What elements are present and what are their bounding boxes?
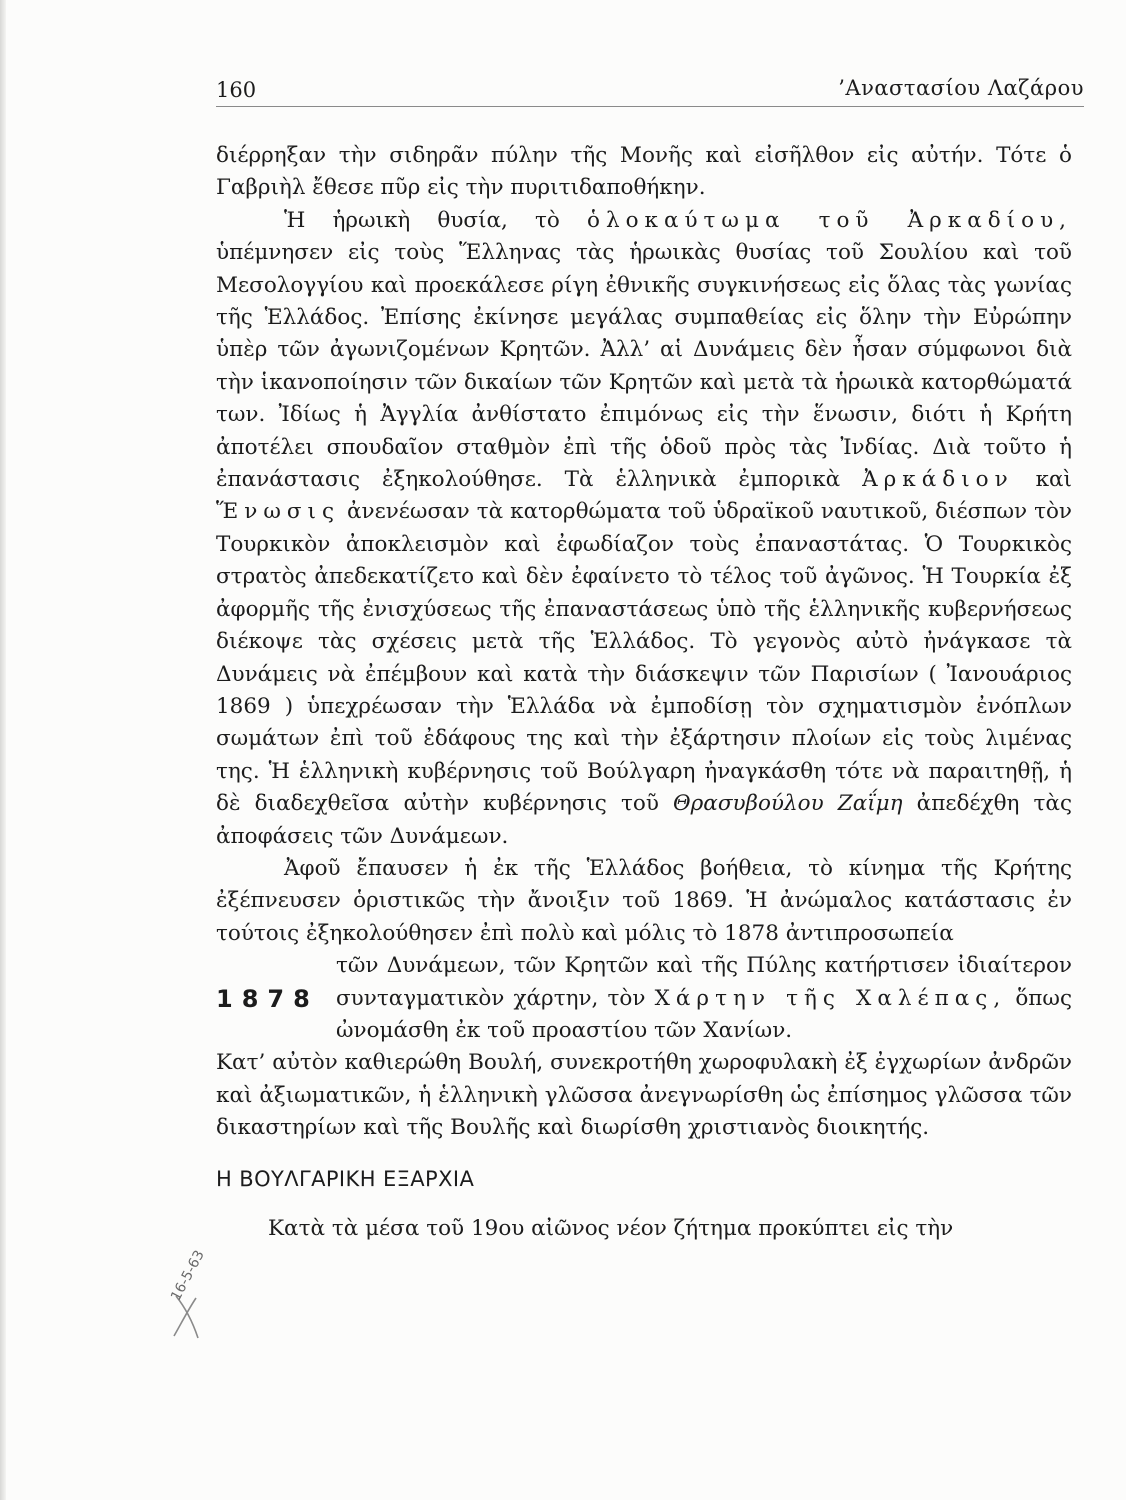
paragraph-1: διέρρηξαν τὴν σιδηρᾶν πύλην τῆς Μονῆς καὶ εἰσῆλθον εἰς αὐτήν. Τότε ὁ Γαβριὴλ ἔθεσε πῦρ εἰς τὴν πυριτιδαποθήκην.: [216, 143, 1072, 201]
paragraph-2-part-a: Ἡ ἡρωικὴ θυσία, τὸ: [284, 207, 560, 233]
ship-name-arkadion: Ἀρκάδιον: [862, 467, 1014, 493]
ship-name-enosis: Ἕνωσις: [216, 499, 340, 525]
paragraph-2-part-e: καὶ: [1035, 467, 1072, 493]
spaced-term-chalepa-charter: Χάρτην τῆς Χαλέπας,: [654, 985, 1007, 1011]
body-text: [216, 140, 1072, 1245]
paragraph-2: [216, 205, 1072, 853]
section-first-line: Κατὰ τὰ μέσα τοῦ 19ου αἰῶνος νέον ζήτημα προκύπτει εἰς τὴν: [268, 1216, 954, 1241]
paragraph-2-part-g: ἀνενέωσαν τὰ κατορθώματα τοῦ ὑδραϊκοῦ ναυτικοῦ, διέσπων τὸν Τουρκικὸν ἀποκλεισμὸν καὶ ἐφωδίαζον τοὺς ἐπαναστάτας. Ὁ Τουρκικὸς στρατὸς ἀπεδεκατίζετο καὶ δὲν ἐφαίνετο τὸ τέλος τοῦ ἀγῶνος. Ἡ Τουρκία ἐξ ἀφορμῆς τῆς ἐνισχύσεως τῆς ἐπαναστάσεως ὑπὸ τῆς ἑλληνικῆς κυβερνήσεως διέκοψε τὰς σχέσεις μετὰ τῆς Ἑλλάδος. Τὸ γεγονὸς αὐτὸ ἠνάγκασε τὰ Δυνάμεις νὰ ἐπέμβουν καὶ κατὰ τὴν διάσκεψιν τῶν Παρισίων ( Ἰανουάριος 1869 ) ὑπεχρέωσαν τὴν Ἑλλάδα νὰ ἐμποδίσῃ τὸν σχηματισμὸν ἐνόπλων σωμάτων ἐπὶ τοῦ ἐδάφους της καὶ τὴν ἐξάρτησιν πλοίων εἰς τοὺς λιμένας της. Ἡ ἑλληνικὴ κυβέρνησις τοῦ Βούλγαρη ἠναγκάσθη τότε νὰ παραιτηθῇ, ἡ δὲ διαδεχθεῖσα αὐτὴν κυβέρνησις τοῦ: [216, 499, 1072, 817]
margin-text-part-c: ὅπως ὠνομάσθη ἐκ τοῦ προαστίου τῶν Χανίων.: [336, 985, 1072, 1043]
section-heading: Η ΒΟΥΛΓΑΡΙΚΗ ΕΞΑΡΧΙΑ: [216, 1166, 475, 1191]
paragraph-3: Ἀφοῦ ἔπαυσεν ἡ ἐκ τῆς Ἑλλάδος βοήθεια, τὸ κίνημα τῆς Κρήτης ἐξέπνευσεν ὁριστικῶς τὴν ἄνοιξιν τοῦ 1869. Ἡ ἀνώμαλος κατάστασις ἐν τούτοις ἐξηκολούθησεν ἐπὶ πολὺ καὶ μόλις τὸ 1878 ἀντιπροσωπεία: [216, 855, 1072, 946]
spaced-term-olokaftoma: ὁλοκαύτωμα τοῦ Ἀρκαδίου,: [587, 207, 1072, 233]
margin-text: [336, 950, 1072, 1047]
pencil-date-note: 16-5-63: [168, 1247, 208, 1304]
paragraph-2-part-i: ἀπεδέχθη τὰς ἀποφάσεις τῶν Δυνάμεων.: [216, 791, 1072, 849]
pm-name-zaimis: Θρασυβούλου Ζαΐμη: [673, 791, 903, 817]
running-head: ’Αναστασίου Λαζάρου: [838, 76, 1084, 100]
paragraph-3-end: Κατ’ αὐτὸν καθιερώθη Βουλή, συνεκροτήθη χωροφυλακὴ ἐξ ἐγχωρίων ἀνδρῶν καὶ ἀξιωματικῶν, ἡ ἑλληνικὴ γλῶσσα ἀνεγνωρίσθη ὡς ἐπίσημος γλῶσσα τῶν δικαστηρίων καὶ τῆς Βουλῆς καὶ διωρίσθη χριστιανὸς διοικητής.: [216, 1050, 1072, 1141]
paragraph-2-part-c: ὑπέμνησεν εἰς τοὺς Ἕλληνας τὰς ἡρωικὰς θυσίας τοῦ Σουλίου καὶ τοῦ Μεσολογγίου καὶ προεκάλεσε ρίγη ἐθνικῆς συγκινήσεως εἰς ὅλας τὰς γωνίας τῆς Ἑλλάδος. Ἐπίσης ἐκίνησε μεγάλας συμπαθείας εἰς ὅλην τὴν Εὐρώπην ὑπὲρ τῶν ἀγωνιζομένων Κρητῶν. Ἀλλ’ αἱ Δυνάμεις δὲν ἦσαν σύμφωνοι διὰ τὴν ἱκανοποίησιν τῶν δικαίων τῶν Κρητῶν καὶ μετὰ τὰ ἡρωικὰ κατορθώματά των. Ἰδίως ἡ Ἀγγλία ἀνθίστατο ἐπιμόνως εἰς τὴν ἕνωσιν, διότι ἡ Κρήτη ἀποτέλει σπουδαῖον σταθμὸν ἐπὶ τῆς ὁδοῦ πρὸς τὰς Ἰνδίας. Διὰ τοῦτο ἡ ἐπανάστασις ἐξηκολούθησε. Τὰ ἑλληνικὰ ἐμπορικὰ: [216, 240, 1072, 493]
page-number: 160: [216, 78, 257, 102]
margin-note-block: [216, 950, 1072, 1047]
margin-year-1878: 1878: [216, 985, 319, 1014]
page-spine-shadow: [0, 0, 6, 1500]
margin-text-part-a: τῶν Δυνάμεων, τῶν Κρητῶν καὶ τῆς Πύλης κατήρτισεν ἰδιαίτερον συνταγματικὸν χάρτην, τὸν: [336, 953, 1072, 1011]
page-header: [216, 72, 1084, 107]
